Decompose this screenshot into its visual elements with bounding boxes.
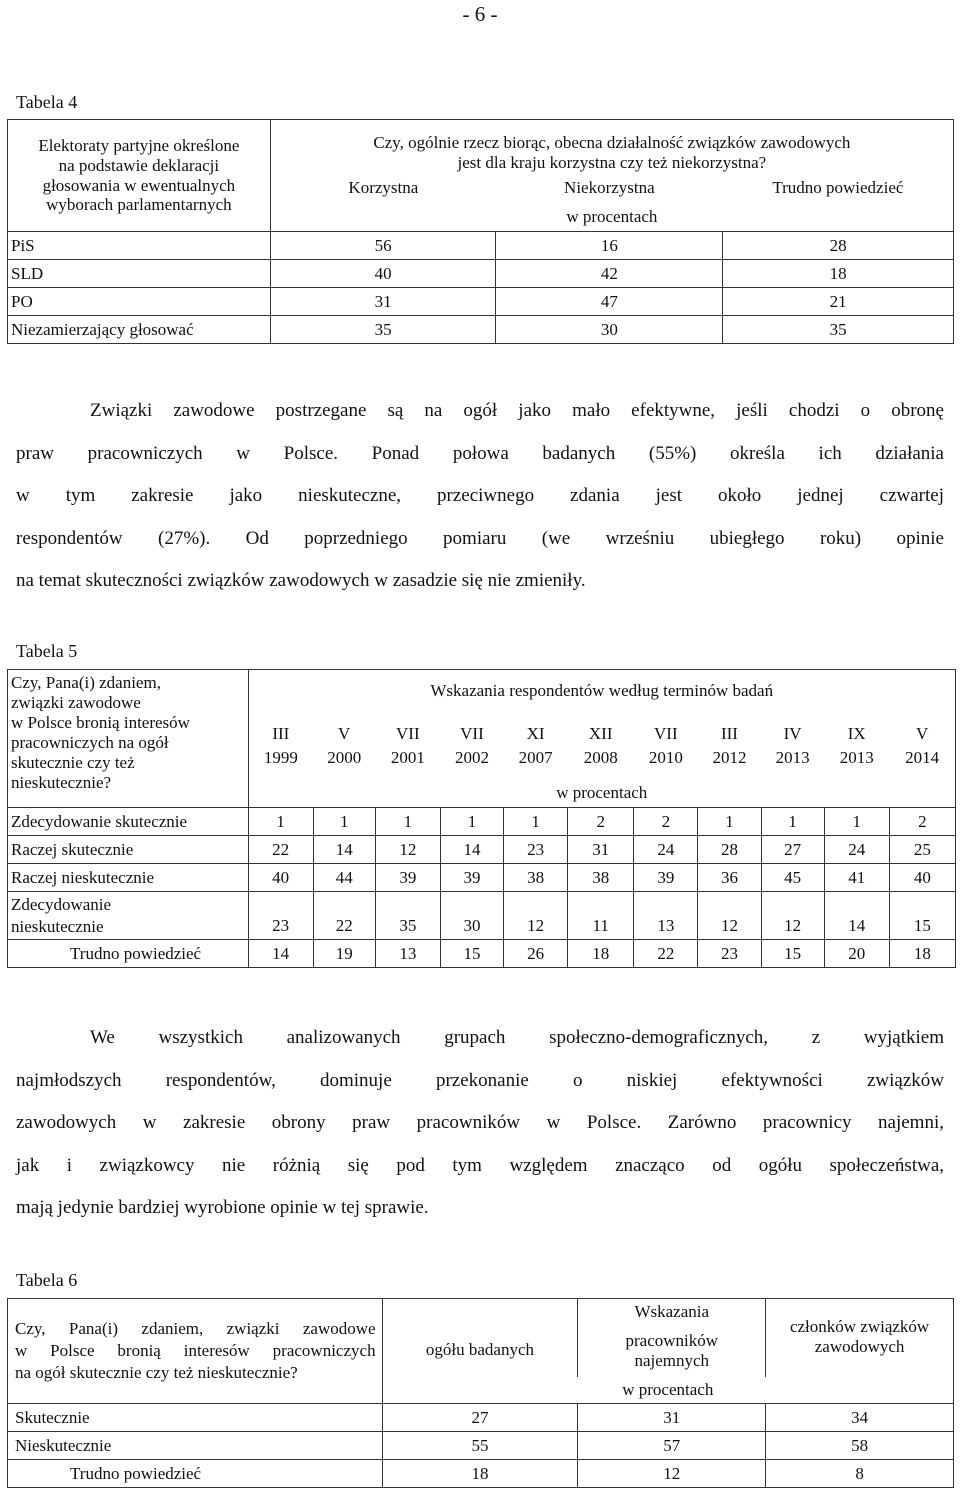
table-row — [8, 864, 956, 892]
table-5-unit: w procentach — [248, 780, 956, 808]
table-row: PiS 56 16 28 — [8, 232, 954, 260]
col-trudno-powiedziec: Trudno powiedzieć — [723, 173, 954, 203]
table-cell: 25 — [889, 836, 955, 864]
table-cell: 14 — [824, 892, 889, 940]
term-header: III 2012 — [712, 724, 747, 767]
table-cell: 20 — [824, 940, 889, 968]
table-cell: 27 — [761, 836, 824, 864]
table-row: PO 31 47 21 — [8, 288, 954, 316]
row-label: Raczej nieskutecznie — [8, 864, 249, 892]
table-cell: 1 — [375, 808, 440, 836]
term-header: VII 2010 — [648, 724, 683, 767]
table-cell: 24 — [824, 836, 889, 864]
table-5-question: Czy, Pana(i) zdaniem, związki zawodowe w Polsce bronią interesów pracowniczych na ogół skutecznie czy też nieskutecznie? — [8, 670, 249, 808]
table-cell: 11 — [568, 892, 634, 940]
row-label: Trudno powiedzieć — [8, 940, 249, 968]
term-header: III 1999 — [263, 724, 298, 767]
table-6-unit: w procentach — [382, 1377, 953, 1404]
table-cell: 22 — [313, 892, 375, 940]
table-cell: 22 — [634, 940, 698, 968]
table-cell: 19 — [313, 940, 375, 968]
table-cell: 2 — [634, 808, 698, 836]
term-header: V 2000 — [327, 724, 362, 767]
table-cell: 35 — [375, 892, 440, 940]
table-cell: 15 — [761, 940, 824, 968]
table-cell: 40 — [889, 864, 955, 892]
table-cell: 23 — [248, 892, 313, 940]
table-cell: 12 — [375, 836, 440, 864]
term-header: IX 2013 — [839, 724, 874, 767]
col-pracownikow-najemnych: pracowników najemnych — [578, 1325, 766, 1377]
table-row: Nieskutecznie 55 57 58 — [8, 1432, 954, 1460]
table-row — [8, 808, 956, 836]
table-row: Trudno powiedzieć 18 12 8 — [8, 1460, 954, 1488]
table-cell: 18 — [889, 940, 955, 968]
term-header: V 2014 — [889, 713, 955, 780]
table-cell: 39 — [634, 864, 698, 892]
table-cell: 15 — [440, 940, 503, 968]
table-cell: 23 — [698, 940, 761, 968]
paragraph-1: Związki zawodowe postrzegane są na ogół jako mało efektywne, jeśli chodzi o obronę praw pracowniczych w Polsce. Ponad połowa badanych (55%) określa ich działania w tym zakresie jako nieskuteczne, przeciwnego zdania jest około jednej czwartej respondentów (27%). Od poprzedniego pomiaru (we wrześniu ubiegłego roku) opinie na temat skuteczności związków zawodowych w zasadzie się nie zmieniły. — [16, 400, 944, 591]
table-cell: 36 — [698, 864, 761, 892]
table-cell: 1 — [313, 808, 375, 836]
table-cell: 12 — [761, 892, 824, 940]
table-row: Niezamierzający głosować 35 30 35 — [8, 316, 954, 344]
table-row: SLD 40 42 18 — [8, 260, 954, 288]
table-4 — [7, 119, 954, 344]
table-cell: 39 — [375, 864, 440, 892]
table-4-unit: w procentach — [270, 203, 953, 232]
table-cell: 2 — [568, 808, 634, 836]
table-cell: 14 — [313, 836, 375, 864]
table-cell: 28 — [698, 836, 761, 864]
table-5 — [7, 669, 956, 968]
table-cell: 39 — [440, 864, 503, 892]
table-cell: 23 — [504, 836, 568, 864]
table-cell: 1 — [824, 808, 889, 836]
table-cell: 1 — [698, 808, 761, 836]
table-row — [8, 836, 956, 864]
row-label: Zdecydowanie nieskutecznie — [8, 892, 249, 940]
term-header: XII 2008 — [583, 724, 618, 767]
table-6 — [7, 1298, 954, 1488]
row-label: Zdecydowanie skutecznie — [8, 808, 249, 836]
table-4-question: Czy, ogólnie rzecz biorąc, obecna działalność związków zawodowych jest dla kraju korzystna czy też niekorzystna? — [270, 120, 953, 173]
table-cell: 1 — [504, 808, 568, 836]
col-niekorzystna: Niekorzystna — [564, 177, 655, 197]
table-cell: 15 — [889, 892, 955, 940]
table-row — [8, 940, 956, 968]
table-4-row-header: Elektoraty partyjne określone na podstawie deklaracji głosowania w ewentualnych wyborach parlamentarnych — [8, 120, 271, 232]
table-4-label: Tabela 4 — [16, 92, 78, 112]
table-cell: 31 — [568, 836, 634, 864]
table-cell: 38 — [568, 864, 634, 892]
table-row — [8, 892, 956, 940]
table-cell: 44 — [313, 864, 375, 892]
table-cell: 40 — [248, 864, 313, 892]
term-header: XI 2007 — [518, 724, 553, 767]
table-5-label: Tabela 5 — [16, 641, 78, 661]
table-cell: 13 — [634, 892, 698, 940]
term-header: IV 2013 — [775, 724, 810, 767]
table-cell: 12 — [504, 892, 568, 940]
table-6-header: Wskazania — [578, 1299, 766, 1325]
table-cell: 22 — [248, 836, 313, 864]
col-czlonkow-zwiazkow: członków związków zawodowych — [766, 1299, 954, 1377]
col-ogolu-badanych: ogółu badanych — [382, 1299, 578, 1377]
table-cell: 14 — [248, 940, 313, 968]
table-cell: 41 — [824, 864, 889, 892]
table-cell: 1 — [761, 808, 824, 836]
table-row: Skutecznie 27 31 34 — [8, 1404, 954, 1432]
table-cell: 24 — [634, 836, 698, 864]
table-6-label: Tabela 6 — [16, 1270, 78, 1290]
page-number: - 6 - — [462, 2, 498, 26]
col-korzystna: Korzystna — [270, 173, 496, 203]
paragraph-2: We wszystkich analizowanych grupach społeczno-demograficznych, z wyjątkiem najmłodszych respondentów, dominuje przekonanie o niskiej efektywności związków zawodowych w zakresie obrony praw pracowników w Polsce. Zarówno pracownicy najemni, jak i związkowcy nie różnią się pod tym względem znacząco od ogółu społeczeństwa, mają jedynie bardziej wyrobione opinie w tej sprawie. — [16, 1027, 944, 1218]
table-cell: 26 — [504, 940, 568, 968]
table-cell: 12 — [698, 892, 761, 940]
table-cell: 45 — [761, 864, 824, 892]
table-cell: 38 — [504, 864, 568, 892]
table-cell: 18 — [568, 940, 634, 968]
table-cell: 1 — [248, 808, 313, 836]
table-cell: 14 — [440, 836, 503, 864]
term-header: VII 2002 — [454, 724, 489, 767]
table-cell: 1 — [440, 808, 503, 836]
table-cell: 13 — [375, 940, 440, 968]
table-6-question: Czy, Pana(i) zdaniem, związki zawodowe w Polsce bronią interesów pracowniczych na ogół skutecznie czy też nieskutecznie? — [8, 1299, 383, 1404]
term-header: VII 2001 — [390, 724, 425, 767]
table-cell: 2 — [889, 808, 955, 836]
row-label: Raczej skutecznie — [8, 836, 249, 864]
table-5-header: Wskazania respondentów według terminów badań — [248, 670, 956, 713]
table-cell: 30 — [440, 892, 503, 940]
